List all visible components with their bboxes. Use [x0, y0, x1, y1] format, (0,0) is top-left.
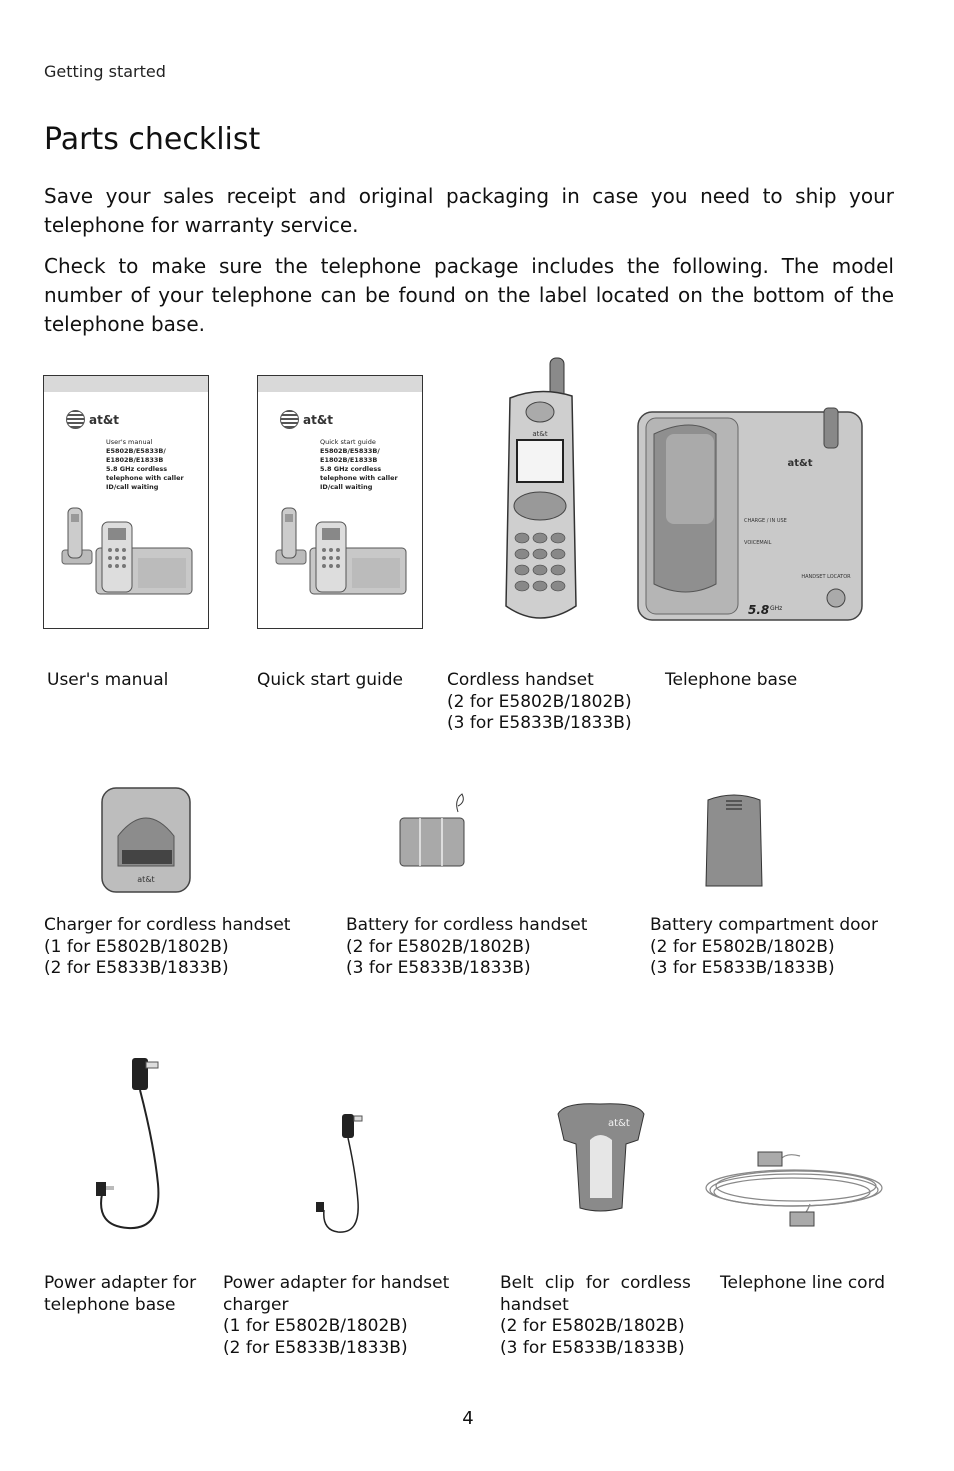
page-title: Parts checklist: [44, 122, 261, 157]
quick-start-guide-image: [257, 375, 423, 629]
guide-model-line: E1802B/E1833B: [320, 456, 378, 464]
base-frequency-unit: GHz: [770, 605, 783, 612]
charger-power-adapter-image: [312, 1110, 368, 1238]
telephone-base-image: [636, 404, 866, 624]
guide-desc-line: ID/call waiting: [320, 483, 373, 491]
base-frequency: 5.8: [748, 603, 770, 617]
belt-clip-image: [554, 1100, 648, 1214]
battery-door-image: [702, 790, 766, 890]
base-brand: at&t: [787, 458, 813, 469]
manual-kind: User's manual: [106, 438, 153, 446]
caption-battery: Battery for cordless handset (2 for E5802B/1802B) (3 for E5833B/1833B): [346, 915, 588, 978]
guide-model-line: E5802B/E5833B/: [320, 447, 380, 455]
manual-brand: at&t: [89, 412, 120, 427]
phone-system-thumbnail: [58, 500, 198, 600]
users-manual-image: [43, 375, 209, 629]
caption-charger: Charger for cordless handset (1 for E5802B/1802B) (2 for E5833B/1833B): [44, 915, 291, 978]
cordless-handset-image: [500, 356, 580, 630]
telephone-line-cord-image: [700, 1146, 890, 1236]
base-power-adapter-image: [92, 1054, 166, 1232]
caption-telephone-base: Telephone base: [665, 670, 798, 690]
caption-quick-start-guide: Quick start guide: [257, 670, 404, 690]
charger-brand: at&t: [137, 875, 155, 884]
guide-desc-line: telephone with caller: [320, 474, 398, 482]
caption-belt-clip: Belt clip for cordless handset (2 for E5802B/1802B) (3 for E5833B/1833B): [500, 1273, 691, 1358]
caption-users-manual: User's manual: [47, 670, 169, 690]
base-voicemail-label: VOICEMAIL: [744, 540, 772, 546]
phone-system-thumbnail: [272, 500, 412, 600]
handset-charger-image: [100, 786, 192, 894]
caption-base-power-adapter: Power adapter for telephone base: [44, 1273, 197, 1315]
manual-desc-line: telephone with caller: [106, 474, 184, 482]
clip-brand: at&t: [608, 1118, 630, 1129]
guide-kind: Quick start guide: [320, 438, 376, 446]
handset-brand: at&t: [532, 430, 548, 438]
att-globe-icon: [280, 410, 299, 429]
base-charge-label: CHARGE / IN USE: [744, 518, 787, 524]
manual-desc-line: ID/call waiting: [106, 483, 159, 491]
caption-cordless-handset: Cordless handset (2 for E5802B/1802B) (3 for E5833B/1833B): [447, 670, 632, 733]
section-header: Getting started: [44, 62, 166, 81]
manual-model-line: E1802B/E1833B: [106, 456, 164, 464]
att-globe-icon: [66, 410, 85, 429]
caption-charger-power-adapter: Power adapter for handset charger (1 for E5802B/1802B) (2 for E5833B/1833B): [223, 1273, 450, 1358]
battery-image: [398, 790, 470, 870]
caption-telephone-line-cord: Telephone line cord: [720, 1273, 886, 1293]
page-number: 4: [462, 1408, 474, 1429]
guide-brand: at&t: [303, 412, 334, 427]
guide-desc-line: 5.8 GHz cordless: [320, 465, 382, 473]
base-locator-label: HANDSET LOCATOR: [801, 574, 851, 580]
manual-desc-line: 5.8 GHz cordless: [106, 465, 168, 473]
model-number-paragraph: Check to make sure the telephone package includes the following. The model number of your telephone can be found on the label located on the bottom of the telephone base.: [44, 254, 894, 336]
caption-battery-door: Battery compartment door (2 for E5802B/1802B) (3 for E5833B/1833B): [650, 915, 878, 978]
manual-model-line: E5802B/E5833B/: [106, 447, 166, 455]
intro-paragraph: Save your sales receipt and original packaging in case you need to ship your telephone for warranty service.: [44, 184, 894, 237]
